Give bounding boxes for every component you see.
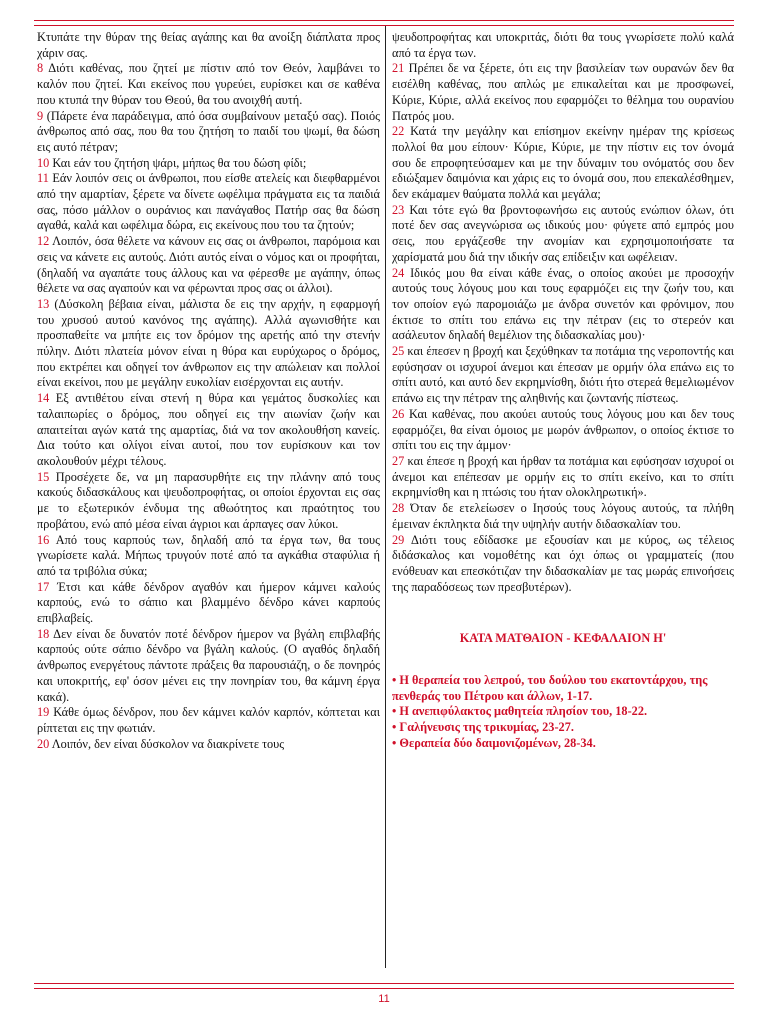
verse (37, 470, 380, 533)
verse-number: 14 (37, 391, 50, 406)
verse-text: και έπεσε η βροχή και ήρθαν τα ποτάμια και εφύσησαν ισχυροί οι άνεμοι και επέπεσαν με ορμήν εις το σπίτι εκείνο, και το σπίτι εκρημνίσθη και η πτώσις του ήταν ολοκληρωτική». (392, 453, 735, 500)
verse-number: 12 (37, 234, 50, 249)
verse (37, 580, 380, 627)
chapter-summary (392, 673, 734, 752)
summary-item: • Η ανεπιφύλακτος μαθητεία πλησίον του, 18-22. (392, 704, 648, 719)
verse-number: 25 (392, 344, 405, 359)
verse (37, 627, 380, 706)
verse-text: Εξ αντιθέτου είναι στενή η θύρα και γεμάτος δυσκολίες και ταλαιπωρίες ο δρόμος, που οδηγεί εις την αιωνίαν ζωήν και απαιτείται αγών κατά της αμαρτίας, διά να τον ακολουθήση κανείς. Δια τούτο και ολίγοι είναι αυτοί, που τον ευρίσκουν και τον ακολουθούν μέχρι τέλους. (37, 391, 380, 468)
verse-number: 8 (37, 61, 44, 76)
verse-text: Έτσι και κάθε δένδρον αγαθόν και ήμερον κάμνει καλούς καρπούς, ενώ το σάπιο και βλαμμένο δένδρο κάνει καρπούς επιβλαβείς. (37, 579, 380, 626)
verse-text: Κάθε όμως δένδρον, που δεν κάμνει καλόν καρπόν, κόπτεται και ρίπτεται εις την φωτιάν. (37, 705, 380, 735)
verse-number: 11 (37, 171, 49, 186)
verse-number: 16 (37, 532, 50, 547)
verse-number: 17 (37, 579, 50, 594)
verse-number: 29 (392, 532, 405, 547)
verse (37, 297, 380, 391)
header-rule-bottom (34, 25, 734, 26)
verse-number: 27 (392, 453, 405, 468)
verse-number: 21 (392, 61, 405, 76)
verse (392, 344, 734, 407)
verse-text: Πρέπει δε να ξέρετε, ότι εις την βασιλείαν των ουρανών δεν θα εισέλθη καθένας, που απλώς με επικαλείται και με προσφωνεί, Κύριε, Κύριε, αλλά εκείνος που εφαρμόζει το θέλημα του ουρανίου Πατρός μου. (392, 61, 734, 123)
verse (392, 266, 734, 345)
verse-text: Κατά την μεγάλην και επίσημον εκείνην ημέραν της κρίσεως πολλοί θα μου είπουν· Κύριε, Κύριε, με την πίστιν εις τον όνομά σου δε επροφητεύσαμεν και με την δύναμιν του ονόματός σου δεν εδιώξαμεν δαιμόνια και χάρις εις το όνομά σου, που επεκαλέσθημεν, δεν εκάμαμεν θαύματα πολλά και μεγάλα; (392, 124, 735, 202)
verse (37, 533, 380, 580)
summary-item: • Γαλήνευσις της τρικυμίας, 23-27. (392, 720, 574, 735)
verse-number: 24 (392, 265, 405, 280)
verse (392, 203, 734, 266)
verse (392, 30, 734, 61)
right-column (392, 30, 734, 752)
verse-text: Λοιπόν, όσα θέλετε να κάνουν εις σας οι άνθρωποι, παρόμοια και σεις να κάνετε εις αυτούς. Διότι αυτός είναι ο νόμος και οι προφήται, (δηλαδή να αγαπάτε τους άλλους και να φέρεσθε με αγάπην, όπως θέλετε να σας αγαπούν και να φέρωνται προς σας οι άλλοι). (37, 234, 381, 296)
verse (37, 737, 380, 753)
verse-number: 10 (37, 155, 50, 170)
column-divider (385, 26, 386, 968)
verse (37, 391, 380, 470)
verse (37, 156, 380, 172)
verse-text: Όταν δε ετελείωσεν ο Ιησούς τους λόγους αυτούς, τα πλήθη έμειναν έκπληκτα διά την υψηλήν αυτήν διδασκαλίαν του. (392, 501, 735, 531)
verse-text: Και καθένας, που ακούει αυτούς τους λόγους μου και δεν τους εφαρμόζει, θα είναι όμοιος με μωρόν άνθρωπον, ο οποίος έκτισε το σπίτι του εις την άμμον· (392, 406, 734, 453)
verse (392, 124, 734, 203)
verse-text: ψευδοπροφήτας και υποκριτάς, διότι θα τους γνωρίσετε πολύ καλά από τα έργα των. (392, 30, 734, 60)
verse-number: 19 (37, 705, 50, 720)
verse (392, 533, 734, 596)
verse-number: 18 (37, 626, 50, 641)
verse-number: 15 (37, 469, 50, 484)
summary-item: • Θεραπεία δύο δαιμονιζομένων, 28-34. (392, 735, 596, 750)
verse-text: Διότι τους εδίδασκε με εξουσίαν και με κύρος, ως τέλειος διδάσκαλος και νομοθέτης και όχι όπως οι γραμματείς (που ενόθευαν και επεσκότιζαν την διδασκαλίαν με τας μωράς επινοήσεις της παραδόσεως των πρεσβυτέρων). (392, 532, 734, 594)
verse-text: Λοιπόν, δεν είναι δύσκολον να διακρίνετε τους (51, 736, 285, 751)
verse-number: 26 (392, 406, 405, 421)
verse-text: Προσέχετε δε, να μη παρασυρθήτε εις την πλάνην από τους κακούς διδασκάλους και ψευδοπροφήτας, οι οποίοι έρχονται εις σας με το εξωτερικόν ένδυμα της αθωότητος και πραότητος του προβάτου, ενώ από μέσα είναι άγριοι και άρπαγες σαν λύκοι. (37, 469, 380, 531)
verse-text: Ιδικός μου θα είναι κάθε ένας, ο οποίος ακούει με προσοχήν αυτούς τους λόγους μου και τους εφαρμόζει εις την ζωήν του, και τον οποίον εγώ παρομοιάζω με άνδρα συνετόν και φρόνιμον, που έκτισε το σπίτι του επάνω εις την πέτραν (εις το στερεόν και ασάλευτον δηλαδή θεμέλιον της διδασκαλίας μου)· (392, 265, 734, 343)
verse-number: 28 (392, 501, 405, 516)
page-number: 11 (378, 993, 390, 1005)
verse (37, 234, 380, 297)
left-column (37, 30, 380, 752)
verse (37, 705, 380, 736)
right-verses (392, 30, 734, 595)
verse-text: (Πάρετε ένα παράδειγμα, από όσα συμβαίνουν μεταξύ σας). Ποιός άνθρωπος από σας, που θα του ζητήση το παιδί του ψωμί, θα δώση εις αυτό πέτραν; (37, 108, 381, 154)
verse-number: 13 (37, 296, 50, 311)
verse (37, 30, 380, 61)
verse (37, 171, 380, 234)
verse-number: 20 (37, 736, 50, 751)
verse-text: (Δύσκολη βέβαια είναι, μάλιστα δε εις την αρχήν, η εφαρμογή του χρυσού αυτού κανόνος της αγάπης). Αλλά αγωνισθήτε και προσπαθείτε να μπήτε εις τον δρόμον της αρετής από την στενήν πύλην. Διότι πλατεία μόνον είναι η θύρα και ευρύχωρος ο δρόμος, που εκτρέπει και οδηγεί τον άνθρωπον εις την απώλειαν και πολλοί είναι εκείνοι, που με μεγάλην ευκολίαν εισέρχονται εις αυτήν. (37, 296, 381, 390)
verse (392, 454, 734, 501)
verse-text: Εάν λοιπόν σεις οι άνθρωποι, που είσθε ατελείς και διεφθαρμένοι από την αμαρτίαν, ξέρετε να δίνετε ωφέλιμα πράγματα εις τα παιδιά σας, πόσο μάλλον ο ουράνιος και πανάγαθος Πατήρ σας θα δώση αγαθά, καλά και ωφέλιμα δώρα, εις εκείνους που του τα ζητούν; (37, 171, 380, 233)
verse-number: 9 (37, 108, 44, 123)
verse-text: και έπεσεν η βροχή και ξεχύθηκαν τα ποτάμια της νεροποντής και εφύσησαν οι ισχυροί άνεμοι και έπεσαν με ορμήν όλα επάνω εις το σπίτι αυτό, και αυτό δεν εκρημνίσθη, διότι ήτο στερεά θεμελιωμένον επάνω εις την πέτραν της αληθινής και ζωντανής πίστεως. (392, 344, 734, 406)
verse-text: Από τους καρπούς των, δηλαδή από τα έργα των, θα τους γνωρίσετε καλά. Μήπως τρυγούν ποτέ από τα αγκάθια σταφύλια ή από τα τριβόλια σύκα; (37, 532, 380, 578)
summary-item: • Η θεραπεία του λεπρού, του δούλου του εκατοντάρχου, της πενθεράς του Πέτρου και άλλων, 1-17. (392, 673, 708, 703)
verse-number: 22 (392, 124, 405, 139)
verse (392, 407, 734, 454)
footer-rule-top (34, 983, 734, 984)
footer-rule-bottom (34, 988, 734, 989)
verse (37, 109, 380, 156)
verse-text: Διότι καθένας, που ζητεί με πίστιν από τον Θεόν, λαμβάνει το καλόν που ζητεί. Και εκείνος που γυρεύει, ευρίσκει και σε καθένα που κτυπά την θύραν του Θεού, θα του ανοιχθή αυτή. (37, 61, 380, 107)
verse (392, 501, 734, 532)
verse-text: Και εάν του ζητήση ψάρι, μήπως θα του δώση φίδι; (52, 155, 307, 170)
chapter-title: ΚΑΤΑ ΜΑΤΘΑΙΟΝ - ΚΕΦΑΛΑΙΟΝ Η' (459, 631, 667, 646)
verse-text: Κτυπάτε την θύραν της θείας αγάπης και θα ανοίξη διάπλατα προς χάριν σας. (37, 30, 380, 60)
verse (392, 61, 734, 124)
verse-text: Δεν είναι δε δυνατόν ποτέ δένδρον ήμερον να βγάλη επιβλαβής καρπούς ούτε σάπιο δένδρο να βγάλη καλούς. (Ο αγαθός δηλαδή άνθρωπος ενεργέτους πάντοτε πράξεις θα παρουσιάζη, ο δε πονηρός και υποκριτής, εφ' όσον μένει εις την πονηρίαν του, θα κάμνη έργα κακά). (37, 626, 380, 704)
verse-text: Και τότε εγώ θα βροντοφωνήσω εις αυτούς ενώπιον όλων, ότι ποτέ δεν σας ανεγνώρισα ως ιδικούς μου· φύγετε από εμπρός μου σεις, που εργάζεσθε την ανομίαν και εχρησιμοποιήσατε τα χαρίσματά μου διά την ιδικήν σας επίδειξιν και ωφέλειαν. (392, 202, 735, 264)
verse (37, 61, 380, 108)
header-rule-top (34, 20, 734, 21)
verse-number: 23 (392, 202, 405, 217)
